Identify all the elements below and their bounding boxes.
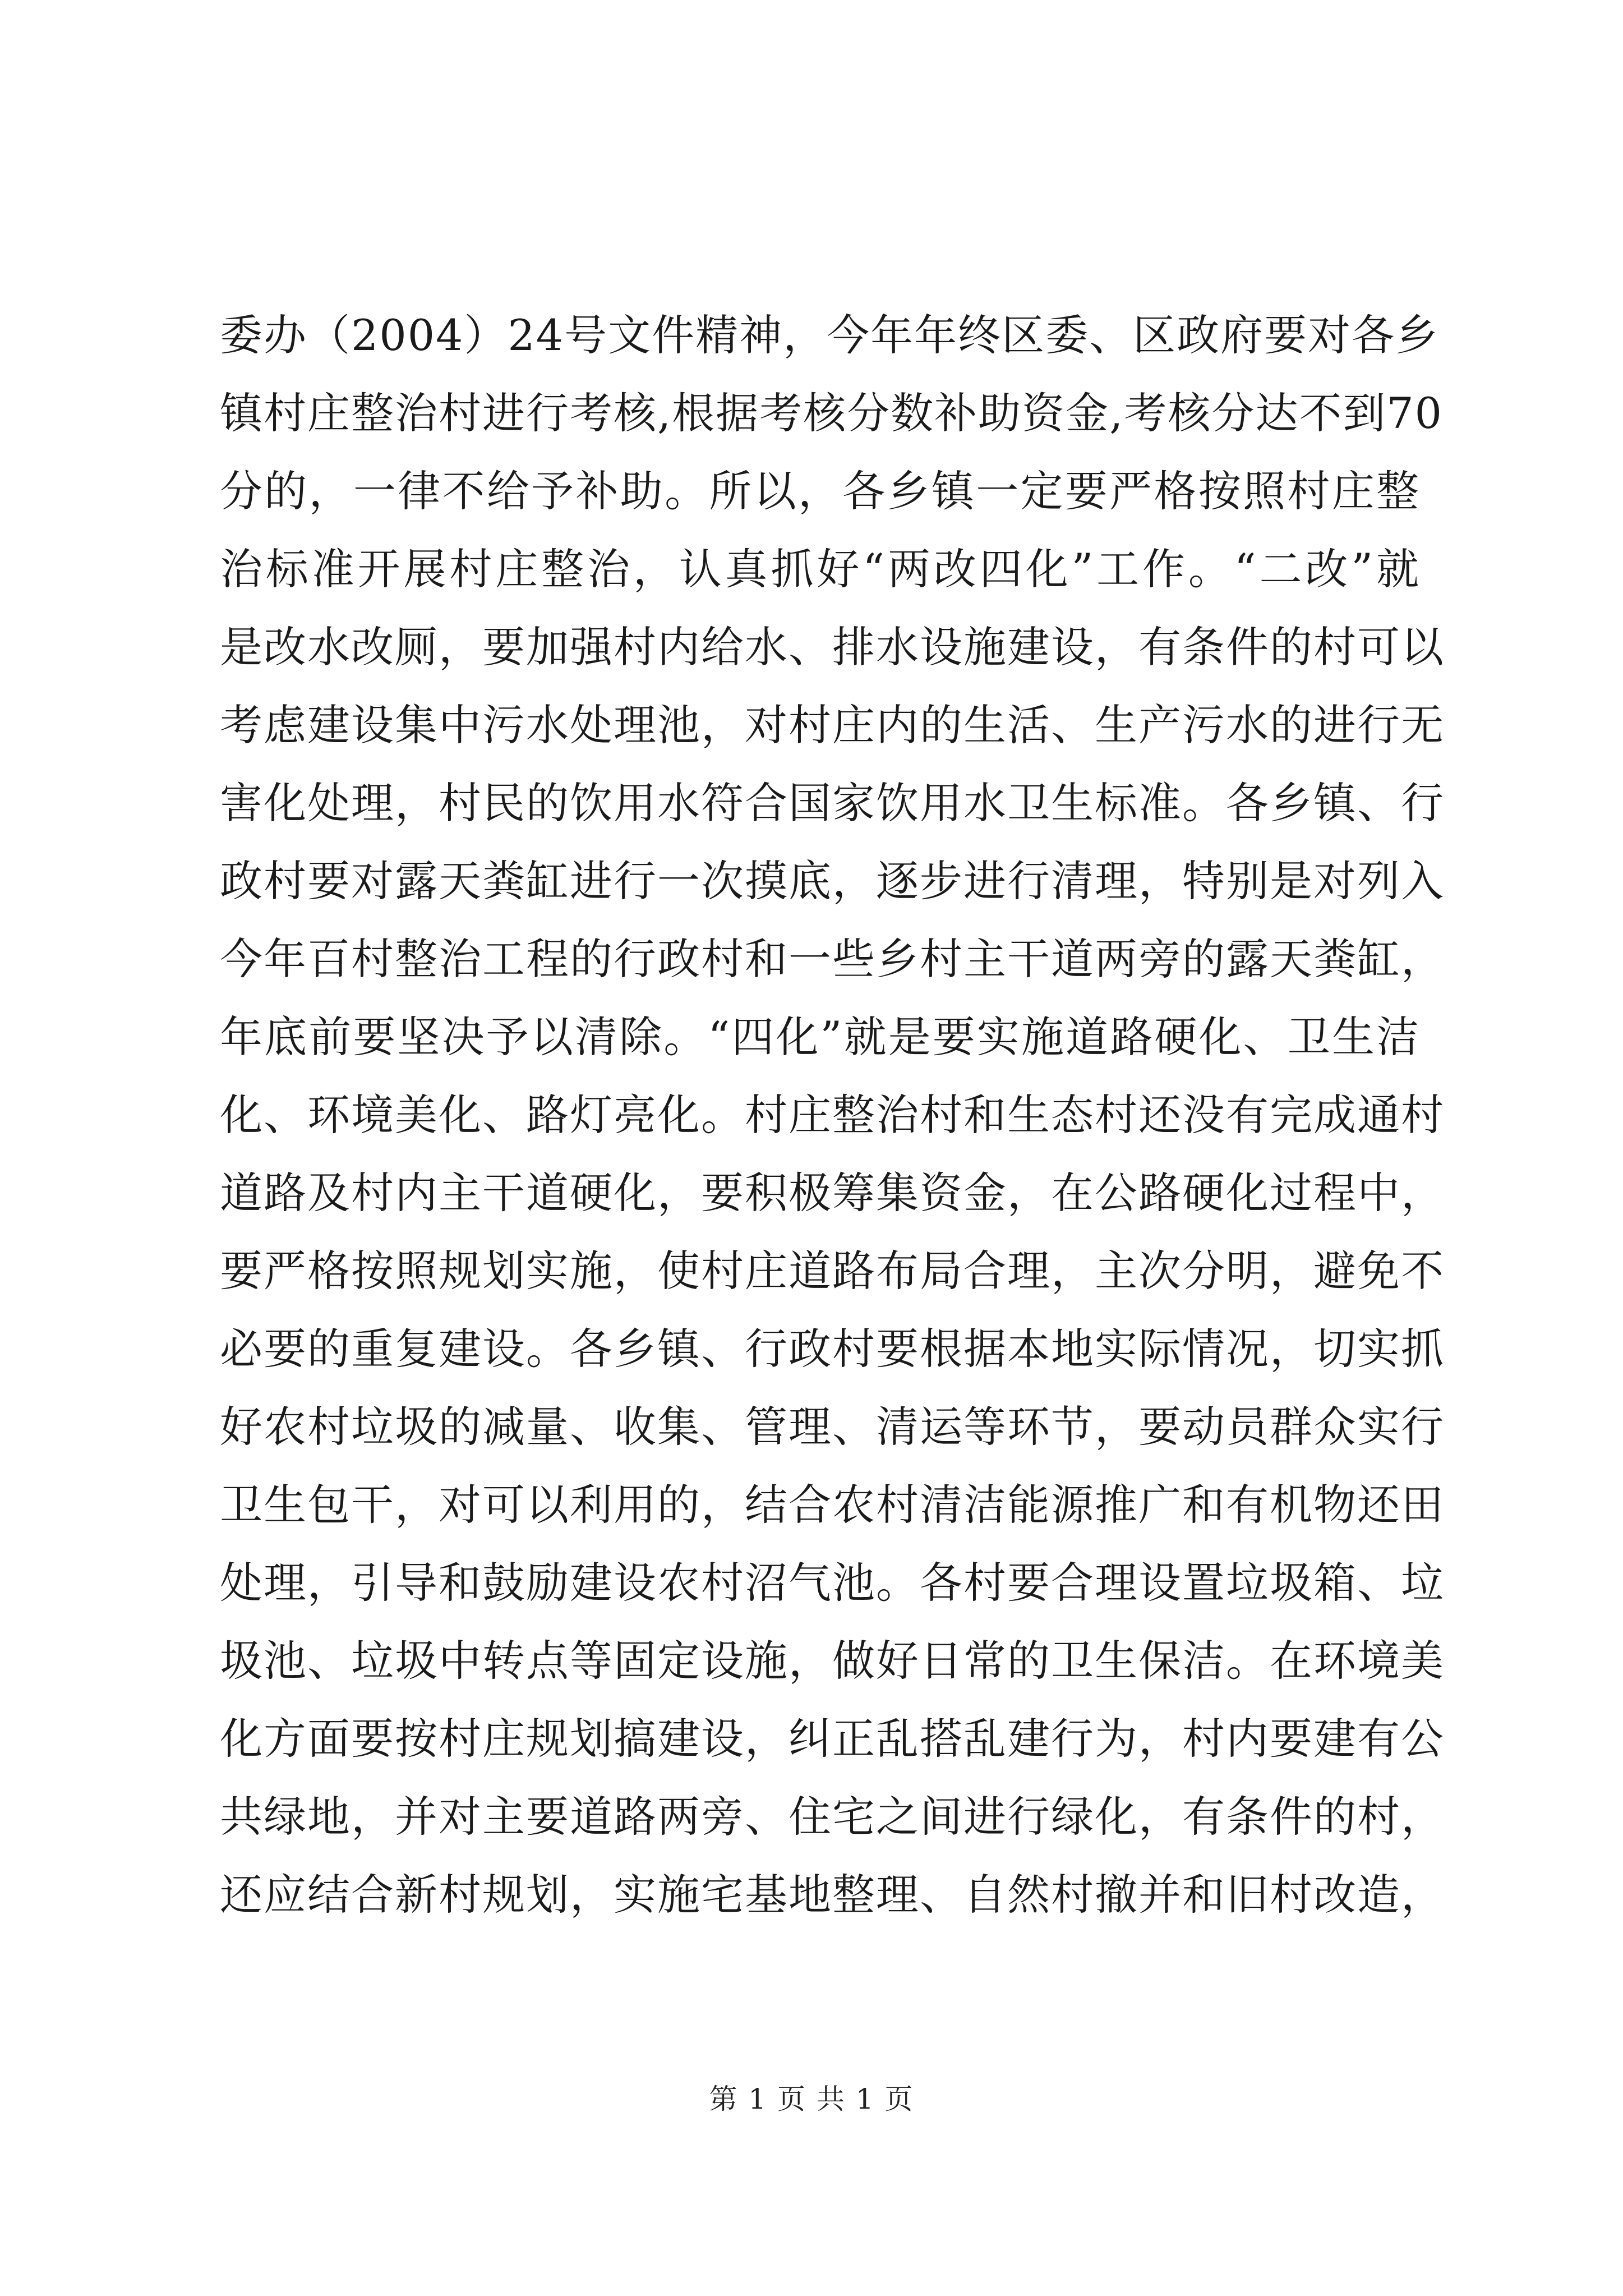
body-text [220,296,1445,1934]
text-line: 圾池、垃圾中转点等固定设施，做好日常的卫生保洁。在环境美 [220,1636,1445,1686]
page-footer [0,2077,1623,2117]
text-line: 必要的重复建设。各乡镇、行政村要根据本地实际情况，切实抓 [220,1324,1445,1374]
text-line: 要严格按照规划实施，使村庄道路布局合理，主次分明，避免不 [220,1246,1445,1296]
text-line: 卫生包干，对可以利用的，结合农村清洁能源推广和有机物还田 [220,1480,1445,1530]
text-line: 还应结合新村规划，实施宅基地整理、自然村撤并和旧村改造， [220,1870,1445,1920]
text-line: 化方面要按村庄规划搞建设，纠正乱搭乱建行为，村内要建有公 [220,1714,1445,1764]
text-line: 治标准开展村庄整治，认真抓好“两改四化”工作。“二改”就 [220,544,1420,594]
text-line: 是改水改厕，要加强村内给水、排水设施建设，有条件的村可以 [220,622,1445,672]
text-line: 政村要对露天粪缸进行一次摸底，逐步进行清理，特别是对列入 [220,856,1445,906]
text-line: 考虑建设集中污水处理池，对村庄内的生活、生产污水的进行无 [220,700,1445,750]
text-line: 年底前要坚决予以清除。“四化”就是要实施道路硬化、卫生洁 [220,1012,1420,1062]
text-line: 今年百村整治工程的行政村和一些乡村主干道两旁的露天粪缸， [220,934,1445,984]
text-line: 委办（2004）24号文件精神，今年年终区委、区政府要对各乡 [220,310,1440,360]
text-line: 镇村庄整治村进行考核,根据考核分数补助资金,考核分达不到70 [220,388,1444,438]
text-line: 处理，引导和鼓励建设农村沼气池。各村要合理设置垃圾箱、垃 [220,1558,1445,1608]
text-line: 化、环境美化、路灯亮化。村庄整治村和生态村还没有完成通村 [220,1090,1445,1140]
text-line: 分的，一律不给予补助。所以，各乡镇一定要严格按照村庄整 [220,466,1420,516]
text-line: 共绿地，并对主要道路两旁、住宅之间进行绿化，有条件的村， [220,1792,1445,1842]
text-line: 好农村垃圾的减量、收集、管理、清运等环节，要动员群众实行 [220,1402,1445,1452]
text-line: 道路及村内主干道硬化，要积极筹集资金，在公路硬化过程中， [220,1168,1445,1218]
page-number-label: 第 1 页 共 1 页 [709,2083,914,2115]
text-line: 害化处理，村民的饮用水符合国家饮用水卫生标准。各乡镇、行 [220,778,1445,828]
